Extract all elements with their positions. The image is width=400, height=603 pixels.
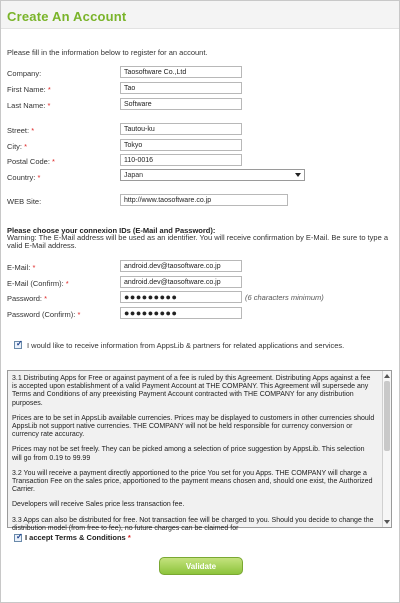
email-confirm-label: E-Mail (Confirm): * bbox=[7, 279, 69, 288]
chevron-down-icon bbox=[295, 173, 301, 177]
intro-text: Please fill in the information below to register for an account. bbox=[7, 48, 208, 57]
web-site-label: WEB Site: bbox=[7, 197, 42, 206]
password-hint: (6 characters minimum) bbox=[245, 293, 324, 302]
newsletter-label: I would like to receive information from AppsLib & partners for related applications and services. bbox=[27, 341, 345, 350]
password-confirm-field[interactable]: ●●●●●●●●● bbox=[120, 307, 242, 319]
ids-warning-text: Warning: The E-Mail address will be used as an identifier. You will receive confirmation by E-Mail. Be sure to type a valid E-Mail address. bbox=[7, 233, 389, 250]
page-title: Create An Account bbox=[7, 9, 127, 24]
web-site-field[interactable]: http://www.taosoftware.co.jp bbox=[120, 194, 288, 206]
checkmark-icon: ✓ bbox=[16, 339, 23, 348]
terms-text bbox=[12, 375, 376, 540]
accept-terms-label: I accept Terms & Conditions * bbox=[25, 533, 131, 542]
last-name-field[interactable]: Software bbox=[120, 98, 242, 110]
terms-textarea[interactable] bbox=[7, 370, 392, 532]
accept-terms-checkbox[interactable] bbox=[14, 534, 22, 542]
ids-section-title: Please choose your connexion IDs (E-Mail and Password): bbox=[7, 226, 216, 235]
terms-paragraph: 3.2 You will receive a payment directly apportioned to the price You set for you Apps. THE COMPANY will charge a Transaction Fee on the sales price, apportioned to the payment means chosen and, should one exist, the Authorized Carrier. bbox=[12, 469, 373, 494]
terms-paragraph: 3.3 Apps can also be distributed for free. Not transaction fee will be charged to you. Should you decide to change the distribution model (from free to fee), no future charges can be claimed for bbox=[12, 516, 374, 532]
password-confirm-label: Password (Confirm): * bbox=[7, 310, 81, 319]
email-confirm-field[interactable]: android.dev@taosoftware.co.jp bbox=[120, 276, 242, 288]
country-select[interactable] bbox=[120, 169, 305, 181]
street-label: Street: * bbox=[7, 126, 35, 135]
terms-paragraph: Prices are to be set in AppsLib available currencies. Prices may be displayed to customers in other currencies should AppsLib not support native currencies. THE COMPANY will not be held responsible for currency conversion or currency rate accuracy. bbox=[12, 414, 375, 439]
email-label: E-Mail: * bbox=[7, 263, 36, 272]
terms-scrollbar[interactable] bbox=[382, 371, 391, 527]
first-name-label: First Name: * bbox=[7, 85, 51, 94]
company-field[interactable]: Taosoftware Co.,Ltd bbox=[120, 66, 242, 78]
scroll-up-icon[interactable] bbox=[384, 374, 390, 378]
email-field[interactable]: android.dev@taosoftware.co.jp bbox=[120, 260, 242, 272]
newsletter-checkbox[interactable] bbox=[14, 341, 22, 349]
scroll-thumb[interactable] bbox=[384, 381, 390, 451]
city-field[interactable]: Tokyo bbox=[120, 139, 242, 151]
first-name-field[interactable]: Tao bbox=[120, 82, 242, 94]
company-label: Company: bbox=[7, 69, 42, 78]
country-label: Country: * bbox=[7, 173, 41, 182]
password-field[interactable]: ●●●●●●●●● bbox=[120, 291, 242, 303]
country-selected-value: Japan bbox=[124, 172, 144, 179]
postal-code-label: Postal Code: * bbox=[7, 157, 55, 166]
password-label: Password: * bbox=[7, 294, 48, 303]
postal-code-field[interactable]: 110-0016 bbox=[120, 154, 242, 166]
validate-button[interactable]: Validate bbox=[159, 557, 243, 575]
street-field[interactable]: Tautou-ku bbox=[120, 123, 242, 135]
title-bar bbox=[1, 1, 399, 29]
scroll-down-icon[interactable] bbox=[384, 520, 390, 524]
city-label: City: * bbox=[7, 142, 28, 151]
terms-paragraph: 3.1 Distributing Apps for Free or against payment of a fee is ruled by this Agreement. Distributing Apps against a fee is accepted upon establishment of a valid Payment Account at THE COMPANY. This Agreement will supersede any Terms and Conditions of any preexisting Payment Account contracted with THE COMPANY for any distribution purposes. bbox=[12, 375, 371, 407]
checkmark-icon: ✓ bbox=[16, 532, 23, 541]
terms-paragraph: Prices may not be set freely. They can be picked among a selection of price suggestion by AppsLib. This selection will go from 0.19 to 99.99 bbox=[12, 446, 365, 462]
terms-paragraph: Developers will receive Sales price less transaction fee. bbox=[12, 501, 185, 509]
last-name-label: Last Name: * bbox=[7, 101, 51, 110]
